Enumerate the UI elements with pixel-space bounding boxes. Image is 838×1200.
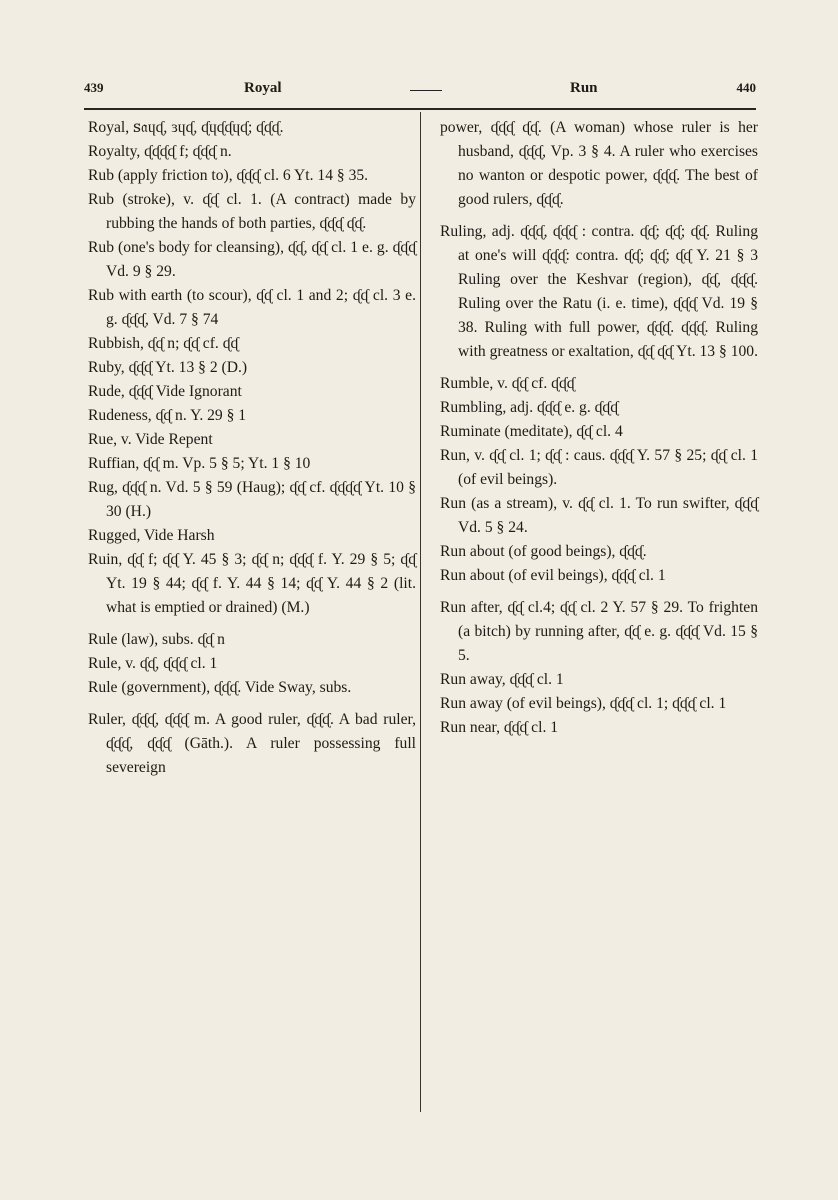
dictionary-entry: Ruby, ᶑᶑᶑ Yt. 13 § 2 (D.) bbox=[88, 359, 248, 376]
running-headword-right: Run bbox=[570, 80, 598, 96]
dictionary-entry: Run, v. ᶑᶑ cl. 1; ᶑᶑ : caus. ᶑᶑᶑ Y. 57 § 25; ᶑᶑ cl. 1 (of evil beings). bbox=[440, 447, 758, 488]
dictionary-entry: Rub (stroke), v. ᶑᶑ cl. 1. (A contract) made by rubbing the hands of both parties, ᶑᶑᶑ ᶑᶑ. bbox=[88, 191, 416, 232]
dictionary-entry: Rub (apply friction to), ᶑᶑᶑ cl. 6 Yt. 14 § 35. bbox=[88, 167, 369, 184]
dictionary-entry: Rude, ᶑᶑᶑ Vide Ignorant bbox=[88, 383, 242, 400]
dictionary-entry: Ruler, ᶑᶑᶑ, ᶑᶑᶑ m. A good ruler, ᶑᶑᶑ. A bad ruler, ᶑᶑᶑ, ᶑᶑᶑ (Gāth.). A ruler possessing full severeign bbox=[88, 711, 416, 776]
header-dash bbox=[410, 90, 442, 91]
dictionary-entry: Run away (of evil beings), ᶑᶑᶑ cl. 1; ᶑᶑᶑ cl. 1 bbox=[440, 695, 727, 712]
left-column bbox=[88, 116, 416, 780]
running-headword-left: Royal bbox=[244, 80, 282, 96]
dictionary-entry: Run about (of good beings), ᶑᶑᶑ. bbox=[440, 543, 647, 560]
page-header bbox=[84, 80, 756, 108]
dictionary-entry: Rule (law), subs. ᶑᶑ n bbox=[88, 631, 225, 648]
dictionary-entry: Rugged, Vide Harsh bbox=[88, 527, 215, 544]
dictionary-entry: Rug, ᶑᶑᶑ n. Vd. 5 § 59 (Haug); ᶑᶑ cf. ᶑᶑᶑᶑ Yt. 10 § 30 (H.) bbox=[88, 479, 416, 520]
dictionary-entry: Rumble, v. ᶑᶑ cf. ᶑᶑᶑ bbox=[440, 375, 575, 392]
dictionary-entry: Run about (of evil beings), ᶑᶑᶑ cl. 1 bbox=[440, 567, 666, 584]
page-number-right: 440 bbox=[736, 80, 756, 95]
dictionary-entry: Ruminate (meditate), ᶑᶑ cl. 4 bbox=[440, 423, 623, 440]
page-number-left: 439 bbox=[84, 80, 104, 95]
dictionary-entry: Rule, v. ᶑᶑ, ᶑᶑᶑ cl. 1 bbox=[88, 655, 218, 672]
dictionary-entry: Ruin, ᶑᶑ f; ᶑᶑ Y. 45 § 3; ᶑᶑ n; ᶑᶑᶑ f. Y. 29 § 5; ᶑᶑ Yt. 19 § 44; ᶑᶑ f. Y. 44 § 14; ᶑᶑ Y. 44 § 2 (lit. what is emptied or drained) (M.) bbox=[88, 551, 416, 616]
right-column bbox=[440, 116, 758, 740]
dictionary-entry: Rudeness, ᶑᶑ n. Y. 29 § 1 bbox=[88, 407, 247, 424]
dictionary-entry: Rub with earth (to scour), ᶑᶑ cl. 1 and 2; ᶑᶑ cl. 3 e. g. ᶑᶑᶑ, Vd. 7 § 74 bbox=[88, 287, 416, 328]
dictionary-entry: Ruling, adj. ᶑᶑᶑ, ᶑᶑᶑ : contra. ᶑᶑ; ᶑᶑ; ᶑᶑ. Ruling at one's will ᶑᶑᶑ: contra. ᶑᶑ; ᶑᶑ; ᶑᶑ Y. 21 § 3 Ruling over the Keshvar (region), ᶑᶑ, ᶑᶑᶑ. Ruling over the Ratu (i. e. time), ᶑᶑᶑ Vd. 19 § 38. Ruling with full power, ᶑᶑᶑ. ᶑᶑᶑ. Ruling with greatness or exaltation, ᶑᶑ ᶑᶑ Yt. 13 § 100. bbox=[440, 223, 758, 360]
dictionary-entry: Royal, ꜱ𝔞ɥᶑ, ɜɥᶑ, ᶑɥᶑᶑɥᶑ; ᶑᶑᶑ. bbox=[88, 119, 284, 136]
dictionary-entry: Rubbish, ᶑᶑ n; ᶑᶑ cf. ᶑᶑ bbox=[88, 335, 239, 352]
dictionary-entry: Run away, ᶑᶑᶑ cl. 1 bbox=[440, 671, 564, 688]
dictionary-entry: Rumbling, adj. ᶑᶑᶑ e. g. ᶑᶑᶑ bbox=[440, 399, 619, 416]
dictionary-entry: Rue, v. Vide Repent bbox=[88, 431, 213, 448]
dictionary-entry: Rule (government), ᶑᶑᶑ. Vide Sway, subs. bbox=[88, 679, 352, 696]
dictionary-entry: Run after, ᶑᶑ cl.4; ᶑᶑ cl. 2 Y. 57 § 29. To frighten (a bitch) by running after, ᶑᶑ e. g. ᶑᶑᶑ Vd. 15 § 5. bbox=[440, 599, 758, 664]
column-divider bbox=[420, 112, 421, 1112]
dictionary-entry: Run near, ᶑᶑᶑ cl. 1 bbox=[440, 719, 559, 736]
dictionary-entry: power, ᶑᶑᶑ ᶑᶑ. (A woman) whose ruler is her husband, ᶑᶑᶑ, Vp. 3 § 4. A ruler who exercises no wanton or despotic power, ᶑᶑᶑ. The best of good rulers, ᶑᶑᶑ. bbox=[440, 119, 758, 208]
dictionary-entry: Run (as a stream), v. ᶑᶑ cl. 1. To run swifter, ᶑᶑᶑ Vd. 5 § 24. bbox=[440, 495, 758, 536]
header-rule bbox=[84, 108, 756, 110]
dictionary-entry: Rub (one's body for cleansing), ᶑᶑ, ᶑᶑ cl. 1 e. g. ᶑᶑᶑ Vd. 9 § 29. bbox=[88, 239, 416, 280]
dictionary-entry: Royalty, ᶑᶑᶑᶑ f; ᶑᶑᶑ n. bbox=[88, 143, 232, 160]
dictionary-entry: Ruffian, ᶑᶑ m. Vp. 5 § 5; Yt. 1 § 10 bbox=[88, 455, 311, 472]
